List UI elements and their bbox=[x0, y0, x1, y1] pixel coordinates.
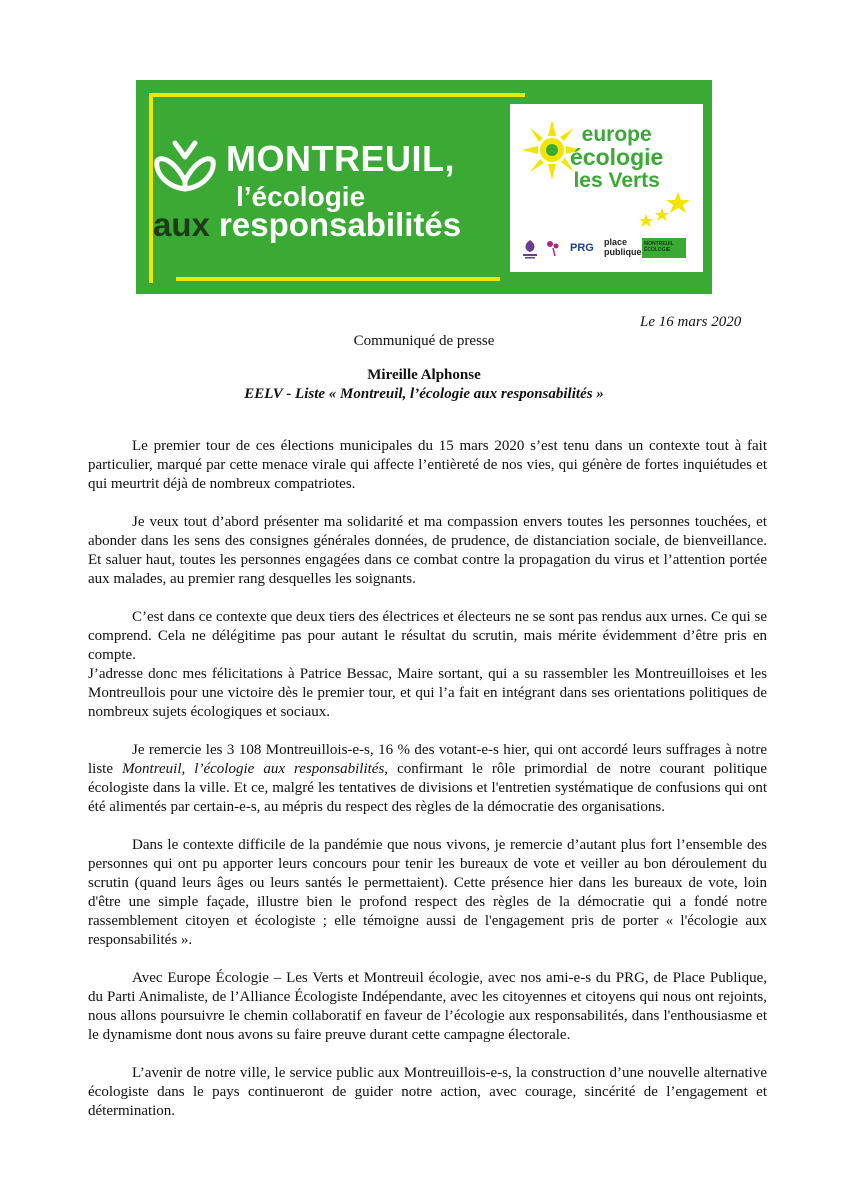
stars-icon bbox=[630, 164, 694, 234]
partner-logos bbox=[514, 234, 700, 264]
eelv-logo-les-verts: les Verts bbox=[573, 169, 660, 192]
press-release-date: Le 16 mars 2020 bbox=[640, 314, 742, 330]
eelv-logo-ecologie: écologie bbox=[570, 144, 664, 170]
list-name: EELV - Liste « Montreuil, l’écologie aux responsabilités » bbox=[244, 386, 604, 402]
paragraph-5-list-name: Montreuil, l’écologie aux responsabilités, bbox=[122, 761, 389, 777]
paragraph-4: J’adresse donc mes félicitations à Patrice Bessac, Maire sortant, qui a su rassembler les Montreuilloises et les Montreullois pour une victoire dès le premier tour, et qui l’a fait en intégrant dans ses orientations politiques de nombreux sujets écologiques et sociaux. bbox=[88, 666, 767, 720]
document-type: Communiqué de presse bbox=[353, 333, 495, 349]
partner-montreuil-ecologie-logo: MONTREUIL ÉCOLOGIE bbox=[642, 238, 686, 258]
paragraph-5-start: Je remercie les 3 108 Montreuillois-e-s, 16 % des votant-e-s hier, qui ont accordé leurs suffrages à notre liste bbox=[88, 742, 767, 777]
banner-title-aux: aux bbox=[153, 206, 210, 243]
banner-title-line3 bbox=[153, 206, 461, 244]
alliance-ecologiste-logo-icon bbox=[522, 238, 538, 260]
partner-place-line1: place bbox=[604, 237, 628, 247]
press-release-body bbox=[88, 437, 767, 1140]
author-name: Mireille Alphonse bbox=[367, 367, 481, 383]
eelv-logo-europe: europe bbox=[581, 123, 652, 146]
banner-title-line2: l’écologie bbox=[236, 181, 366, 212]
banner-yellow-line-bottom bbox=[176, 277, 500, 281]
partner-place-line2: publique bbox=[604, 247, 642, 257]
paragraph-7: Avec Europe Écologie – Les Verts et Montreuil écologie, avec nos ami-e-s du PRG, de Place Publique, du Parti Animaliste, de l’Alliance Écologiste Indépendante, avec les citoyennes et citoyens qui nous ont rejoints, nous allons poursuivre le chemin collaboratif en faveur de l’écologie aux responsabilités, dans l'enthousiasme et le dynamisme dont nous avons su faire preuve durant cette campagne électorale. bbox=[88, 970, 767, 1043]
paragraph-8: L’avenir de notre ville, le service public aux Montreuillois-e-s, la construction d’une nouvelle alternative écologiste dans le pays continueront de guider notre action, avec courage, sincérité de l’engagement et détermination. bbox=[88, 1065, 767, 1119]
paragraph-5-end: confirmant le rôle primordial de notre courant politique écologiste dans la ville. Et ce, malgré les tentatives de divisions et l'entretien systématique de confusions qui ont été alimentés par certain-e-s, au mépris du respect des règles de la démocratie des organisations. bbox=[88, 761, 768, 815]
paragraph-2: Je veux tout d’abord présenter ma solidarité et ma compassion envers toutes les personnes touchées, et abonder dans les sens des consignes générales données, de prudence, de distanciation sociale, de bienveillance. Et saluer haut, toutes les personnes engagées dans ce combat contre la propagation du virus et l’attention portée aux malades, au premier rang desquelles les soignants. bbox=[88, 514, 767, 587]
partner-place-publique-logo bbox=[604, 237, 642, 257]
paragraph-6: Dans le contexte difficile de la pandémie que nous vivons, je remercie d’autant plus fort l’ensemble des personnes qui ont pu apporter leurs concours pour tenir les bureaux de vote et veiller au bon déroulement du scrutin (quand leurs âges ou leurs santés le permettaient). Cette présence hier dans les bureaux de vote, loin d'être une simple façade, illustre bien le profond respect des règles de la démocratie qui a fondé notre rassemblement citoyen et écologiste ; elle témoigne aussi de l'engagement pris de porter « l'écologie aux responsabilités ». bbox=[88, 837, 767, 948]
banner-title-line1: MONTREUIL, bbox=[226, 138, 455, 179]
partner-prg-logo: PRG bbox=[570, 242, 594, 254]
paragraph-3: C’est dans ce contexte que deux tiers des électrices et électeurs ne se sont pas rendus aux urnes. Ce qui se comprend. Cela ne délégitime pas pour autant le résultat du scrutin, mais mérite évidemment d’être pris en compte. bbox=[88, 609, 767, 663]
paragraph-1: Le premier tour de ces élections municipales du 15 mars 2020 s’est tenu dans un contexte tout à fait particulier, marqué par cette menace virale qui affecte l’entièreté de nos vies, qui génère de fortes inquiétudes et qui meurtrit déjà de nombreux compatriotes. bbox=[88, 438, 767, 492]
paragraph-5 bbox=[88, 741, 767, 817]
butterfly-icon bbox=[153, 137, 217, 201]
eelv-logo-box bbox=[510, 104, 703, 272]
banner-title-responsabilites: responsabilités bbox=[209, 206, 462, 243]
parti-animaliste-logo-icon bbox=[544, 238, 562, 258]
banner-yellow-line-top bbox=[149, 93, 525, 97]
campaign-banner bbox=[136, 80, 712, 294]
